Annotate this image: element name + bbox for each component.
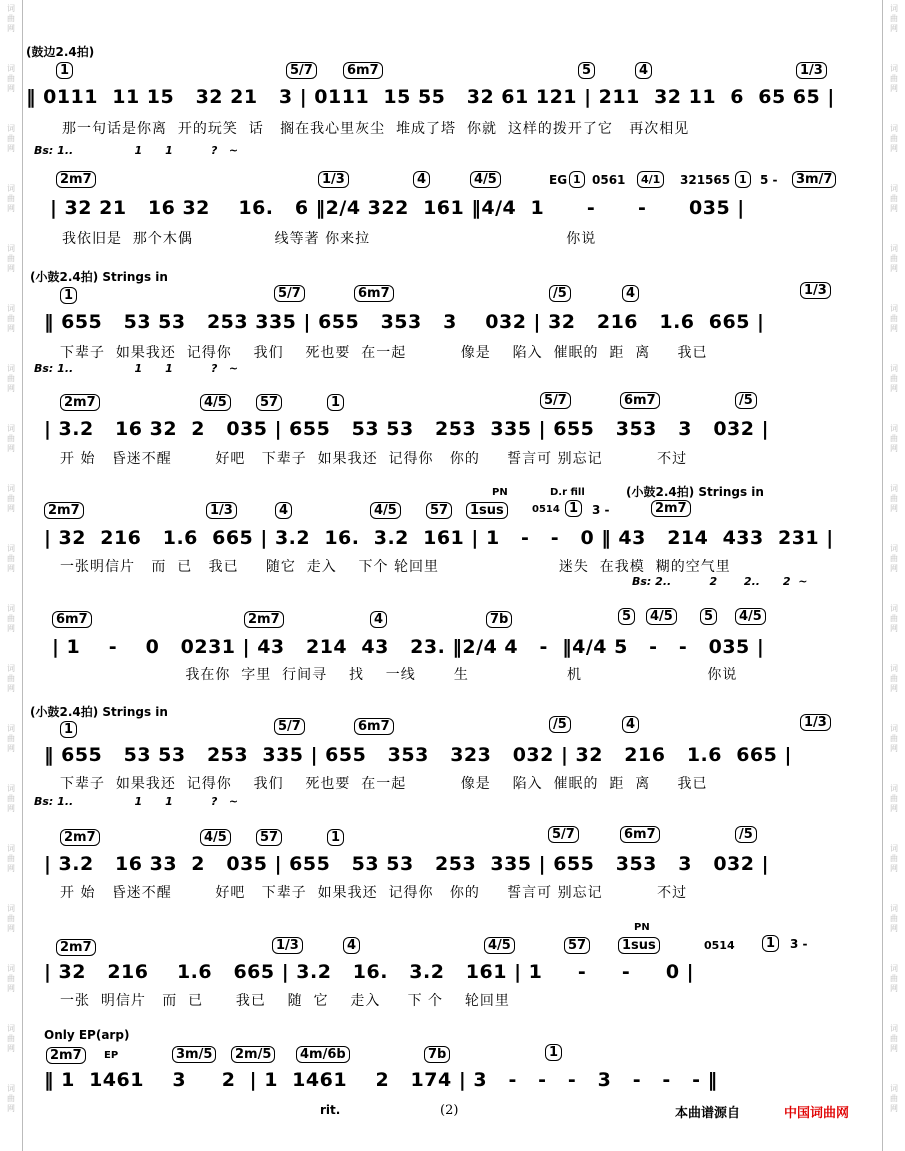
bass-line: Bs: 2.. 2 2.. 2 ~ bbox=[632, 575, 808, 588]
chord-box: 57 bbox=[426, 502, 452, 519]
notation-line: ‖ 0111 11 15 32 21 3 | 0111 15 55 32 61 121 | 211 32 11 6 65 65 | bbox=[26, 86, 835, 108]
watermark-glyph: 词 曲 网 bbox=[890, 64, 898, 93]
chord-box: 3m/7 bbox=[792, 171, 836, 188]
watermark-glyph: 词 曲 网 bbox=[7, 484, 15, 513]
chord-label: 321565 bbox=[680, 173, 731, 187]
system-label: (小鼓2.4拍) Strings in bbox=[30, 270, 168, 284]
chord-box: 4/5 bbox=[200, 829, 231, 846]
rit-marking: rit. bbox=[320, 1103, 341, 1117]
chord-box: 2m/5 bbox=[231, 1046, 275, 1063]
watermark-glyph: 词 曲 网 bbox=[890, 604, 898, 633]
drum-fill-label: D.r fill bbox=[550, 487, 585, 498]
chord-box: 4 bbox=[413, 171, 430, 188]
chord-box: 4/1 bbox=[637, 171, 664, 188]
watermark-glyph: 词 曲 网 bbox=[7, 124, 15, 153]
watermark-glyph: 词 曲 网 bbox=[890, 184, 898, 213]
chord-box: 4m/6b bbox=[296, 1046, 350, 1063]
chord-box: 4 bbox=[275, 502, 292, 519]
watermark-glyph: 词 曲 网 bbox=[7, 844, 15, 873]
chord-box: 5/7 bbox=[274, 718, 305, 735]
source-label: 本曲谱源自 bbox=[675, 1106, 741, 1121]
chord-label: PN bbox=[492, 487, 508, 498]
chord-label: 5 - bbox=[760, 173, 778, 187]
chord-box: 7b bbox=[424, 1046, 450, 1063]
chord-box: /5 bbox=[735, 392, 757, 409]
watermark-glyph: 词 曲 网 bbox=[890, 664, 898, 693]
notation-line: | 32 216 1.6 665 | 3.2 16. 3.2 161 | 1 - - 0 ‖ 43 214 433 231 | bbox=[44, 527, 834, 549]
notation-line: | 1 - 0 0231 | 43 214 43 23. ‖2/4 4 - ‖4/4 5 - - 035 | bbox=[52, 636, 765, 658]
chord-box: 5 bbox=[700, 608, 717, 625]
chord-box: 1sus bbox=[618, 937, 660, 954]
chord-box: /5 bbox=[549, 285, 571, 302]
watermark-glyph: 词 曲 网 bbox=[890, 784, 898, 813]
watermark-glyph: 词 曲 网 bbox=[890, 484, 898, 513]
chord-box: 6m7 bbox=[354, 718, 394, 735]
notation-line: ‖ 655 53 53 253 335 | 655 353 323 032 | 32 216 1.6 665 | bbox=[44, 744, 792, 766]
system-label: Only EP(arp) bbox=[44, 1028, 130, 1042]
watermark-glyph: 词 曲 网 bbox=[7, 304, 15, 333]
chord-box: 6m7 bbox=[52, 611, 92, 628]
watermark-glyph: 词 曲 网 bbox=[7, 1024, 15, 1053]
page-number: (2) bbox=[440, 1103, 459, 1118]
chord-box: 4 bbox=[343, 937, 360, 954]
watermark-glyph: 词 曲 网 bbox=[890, 1084, 898, 1113]
notation-line: ‖ 1 1461 3 2 | 1 1461 2 174 | 3 - - - 3 - - - ‖ bbox=[44, 1069, 718, 1091]
chord-label: PN bbox=[634, 922, 650, 933]
chord-box: 1/3 bbox=[800, 714, 831, 731]
lyrics-line: 下辈子 如果我还 记得你 我们 死也要 在一起 像是 陷入 催眠的 距 离 我已 bbox=[60, 776, 708, 792]
chord-box: 6m7 bbox=[354, 285, 394, 302]
chord-box: 57 bbox=[256, 829, 282, 846]
watermark-glyph: 词 曲 网 bbox=[890, 124, 898, 153]
chord-box: 1 bbox=[60, 721, 77, 738]
chord-box: 4/5 bbox=[646, 608, 677, 625]
lyrics-line: 我在你 字里 行间寻 找 一线 生 机 你说 bbox=[60, 667, 738, 683]
chord-box: 4/5 bbox=[470, 171, 501, 188]
chord-box: 4/5 bbox=[735, 608, 766, 625]
lyrics-line: 我依旧是 那个木偶 线等著 你来拉 你说 bbox=[62, 231, 597, 247]
notation-line: | 3.2 16 32 2 035 | 655 53 53 253 335 | 655 353 3 032 | bbox=[44, 418, 770, 440]
watermark-glyph: 词 曲 网 bbox=[890, 364, 898, 393]
chord-box: 2m7 bbox=[244, 611, 284, 628]
chord-label: 0514 bbox=[704, 939, 735, 952]
watermark-glyph: 词 曲 网 bbox=[7, 424, 15, 453]
chord-box: 1/3 bbox=[796, 62, 827, 79]
chord-box: 4 bbox=[370, 611, 387, 628]
watermark-glyph: 词 曲 网 bbox=[890, 304, 898, 333]
chord-box: 4 bbox=[635, 62, 652, 79]
chord-box: 5/7 bbox=[548, 826, 579, 843]
watermark-glyph: 词 曲 网 bbox=[7, 1084, 15, 1113]
notation-line: | 32 216 1.6 665 | 3.2 16. 3.2 161 | 1 - - 0 | bbox=[44, 961, 695, 983]
chord-label: EG bbox=[549, 173, 568, 187]
watermark-glyph: 词 曲 网 bbox=[7, 664, 15, 693]
watermark-glyph: 词 曲 网 bbox=[7, 364, 15, 393]
watermark-glyph: 词 曲 网 bbox=[7, 544, 15, 573]
lyrics-line: 一张 明信片 而 已 我已 随 它 走入 下 个 轮回里 bbox=[60, 993, 510, 1009]
lyrics-line: 那一句话是你离 开的玩笑 话 搁在我心里灰尘 堆成了塔 你就 这样的拨开了它 再次相见 bbox=[62, 121, 690, 137]
chord-box: 5/7 bbox=[274, 285, 305, 302]
chord-box: 1 bbox=[327, 829, 344, 846]
chord-box: 1/3 bbox=[318, 171, 349, 188]
chord-box: 7b bbox=[486, 611, 512, 628]
chord-box: 1/3 bbox=[272, 937, 303, 954]
chord-box: 2m7 bbox=[56, 171, 96, 188]
site-name: 中国词曲网 bbox=[784, 1106, 850, 1121]
watermark-glyph: 词 曲 网 bbox=[7, 4, 15, 33]
watermark-glyph: 词 曲 网 bbox=[7, 244, 15, 273]
chord-box: 4/5 bbox=[484, 937, 515, 954]
bass-line: Bs: 1.. 1 1 ? ~ bbox=[34, 795, 239, 808]
chord-box: 1 bbox=[545, 1044, 562, 1061]
watermark-glyph: 词 曲 网 bbox=[890, 724, 898, 753]
chord-box: 4 bbox=[622, 716, 639, 733]
chord-box: /5 bbox=[549, 716, 571, 733]
chord-box: 2m7 bbox=[651, 500, 691, 517]
chord-box: 2m7 bbox=[60, 394, 100, 411]
notation-line: | 3.2 16 33 2 035 | 655 53 53 253 335 | 655 353 3 032 | bbox=[44, 853, 770, 875]
bass-line: Bs: 1.. 1 1 ? ~ bbox=[34, 362, 239, 375]
watermark-glyph: 词 曲 网 bbox=[890, 544, 898, 573]
watermark-glyph: 词 曲 网 bbox=[7, 784, 15, 813]
chord-box: 6m7 bbox=[620, 392, 660, 409]
watermark-glyph: 词 曲 网 bbox=[7, 964, 15, 993]
watermark-glyph: 词 曲 网 bbox=[7, 184, 15, 213]
chord-box: 1 bbox=[327, 394, 344, 411]
chord-box: 5/7 bbox=[286, 62, 317, 79]
chord-box: 57 bbox=[564, 937, 590, 954]
chord-box: 5 bbox=[578, 62, 595, 79]
watermark-glyph: 词 曲 网 bbox=[7, 64, 15, 93]
chord-box: 57 bbox=[256, 394, 282, 411]
chord-box: 2m7 bbox=[60, 829, 100, 846]
chord-label: 0514 bbox=[532, 504, 560, 515]
system-label: (小鼓2.4拍) Strings in bbox=[30, 705, 168, 719]
chord-box: 4/5 bbox=[370, 502, 401, 519]
watermark-glyph: 词 曲 网 bbox=[890, 244, 898, 273]
chord-box: 1 bbox=[569, 171, 585, 188]
chord-label: 0561 bbox=[592, 173, 626, 187]
watermark-glyph: 词 曲 网 bbox=[890, 4, 898, 33]
watermark-glyph: 词 曲 网 bbox=[890, 964, 898, 993]
chord-box: 6m7 bbox=[343, 62, 383, 79]
chord-box: 2m7 bbox=[46, 1047, 86, 1064]
chord-box: /5 bbox=[735, 826, 757, 843]
chord-box: 4 bbox=[622, 285, 639, 302]
watermark-glyph: 词 曲 网 bbox=[890, 844, 898, 873]
chord-box: 1 bbox=[60, 287, 77, 304]
chord-box: 1 bbox=[762, 935, 779, 952]
bass-line: Bs: 1.. 1 1 ? ~ bbox=[34, 144, 239, 157]
chord-box: 1/3 bbox=[206, 502, 237, 519]
watermark-glyph: 词 曲 网 bbox=[7, 604, 15, 633]
lyrics-line: 一张明信片 而 已 我已 随它 走入 下个 轮回里 迷失 在我模 糊的空气里 bbox=[60, 559, 731, 575]
chord-box: 1 bbox=[56, 62, 73, 79]
watermark-glyph: 词 曲 网 bbox=[890, 1024, 898, 1053]
chord-box: 6m7 bbox=[620, 826, 660, 843]
chord-box: 5/7 bbox=[540, 392, 571, 409]
chord-box: 1sus bbox=[466, 502, 508, 519]
chord-box: 1 bbox=[565, 500, 582, 517]
chord-box: 1/3 bbox=[800, 282, 831, 299]
lyrics-line: 开 始 昏迷不醒 好吧 下辈子 如果我还 记得你 你的 誓言可 别忘记 不过 bbox=[60, 885, 688, 901]
chord-box: 3m/5 bbox=[172, 1046, 216, 1063]
chord-label: 3 - bbox=[592, 503, 610, 517]
lyrics-line: 开 始 昏迷不醒 好吧 下辈子 如果我还 记得你 你的 誓言可 别忘记 不过 bbox=[60, 451, 688, 467]
watermark-glyph: 词 曲 网 bbox=[890, 424, 898, 453]
chord-label: 3 - bbox=[790, 937, 808, 951]
watermark-glyph: 词 曲 网 bbox=[7, 724, 15, 753]
chord-label: EP bbox=[104, 1050, 119, 1061]
notation-line: | 32 21 16 32 16. 6 ‖2/4 322 161 ‖4/4 1 - - 035 | bbox=[50, 197, 745, 219]
watermark-glyph: 词 曲 网 bbox=[7, 904, 15, 933]
chord-box: 2m7 bbox=[56, 939, 96, 956]
system-label: (小鼓2.4拍) Strings in bbox=[626, 485, 764, 499]
chord-box: 2m7 bbox=[44, 502, 84, 519]
chord-box: 5 bbox=[618, 608, 635, 625]
notation-line: ‖ 655 53 53 253 335 | 655 353 3 032 | 32 216 1.6 665 | bbox=[44, 311, 765, 333]
watermark-glyph: 词 曲 网 bbox=[890, 904, 898, 933]
chord-box: 4/5 bbox=[200, 394, 231, 411]
lyrics-line: 下辈子 如果我还 记得你 我们 死也要 在一起 像是 陷入 催眠的 距 离 我已 bbox=[60, 345, 708, 361]
system-label: (鼓边2.4拍) bbox=[26, 45, 95, 59]
chord-box: 1 bbox=[735, 171, 751, 188]
